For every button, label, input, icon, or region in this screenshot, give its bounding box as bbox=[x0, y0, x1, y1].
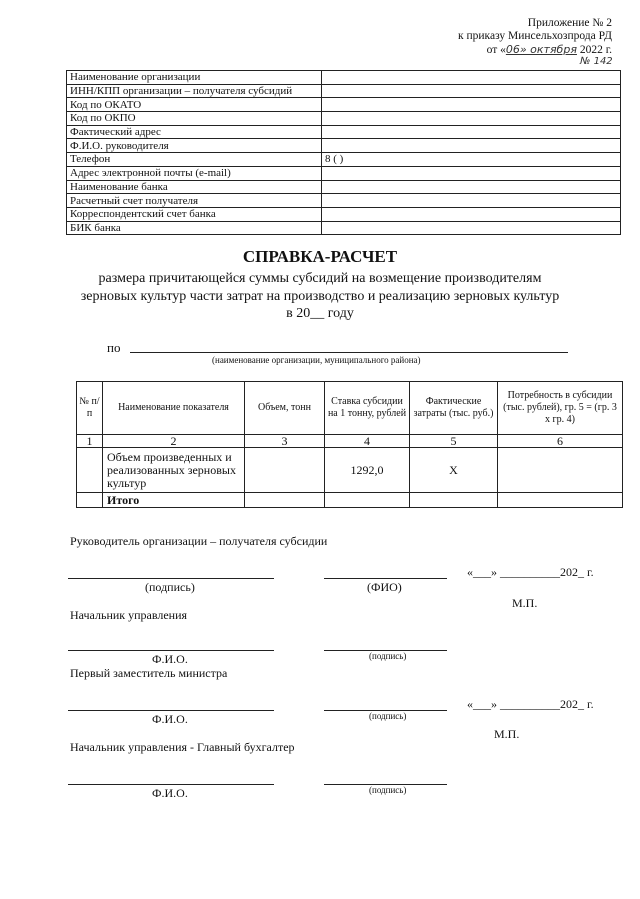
head-dept-fio: Ф.И.О. bbox=[152, 652, 188, 666]
organization-name-caption: (наименование организации, муниципального района) bbox=[212, 355, 421, 365]
info-value[interactable] bbox=[322, 207, 621, 221]
column-number: 6 bbox=[498, 435, 623, 448]
info-label: Телефон bbox=[67, 153, 322, 167]
info-label: Адрес электронной почты (e-mail) bbox=[67, 166, 322, 180]
page-title: СПРАВКА-РАСЧЕТ bbox=[242, 247, 398, 266]
total-row bbox=[77, 493, 623, 508]
head-dept-line[interactable] bbox=[68, 650, 274, 651]
signature-caption: (подпись) bbox=[145, 580, 195, 594]
info-row bbox=[67, 71, 621, 85]
info-value[interactable] bbox=[322, 71, 621, 85]
subtitle-line-3: в 20__ году bbox=[286, 306, 354, 321]
header-cell: Наименование показателя bbox=[103, 382, 245, 435]
info-row bbox=[67, 221, 621, 235]
appendix-number: Приложение № 2 bbox=[527, 17, 612, 29]
info-label: ИНН/КПП организации – получателя субсидий bbox=[67, 84, 322, 98]
chief-accountant-label: Начальник управления - Главный бухгалтер bbox=[70, 740, 295, 754]
head-org-fio-line[interactable] bbox=[324, 578, 447, 579]
head-org-label: Руководитель организации – получателя субсидии bbox=[70, 534, 328, 548]
info-value[interactable] bbox=[322, 125, 621, 139]
info-value[interactable] bbox=[322, 84, 621, 98]
info-row bbox=[67, 84, 621, 98]
total-number-cell bbox=[77, 493, 103, 508]
header-cell: Объем, тонн bbox=[245, 382, 325, 435]
info-row bbox=[67, 166, 621, 180]
info-row bbox=[67, 112, 621, 126]
info-value[interactable] bbox=[322, 194, 621, 208]
chief-accountant-line[interactable] bbox=[68, 784, 274, 785]
info-row bbox=[67, 207, 621, 221]
need-cell[interactable] bbox=[498, 448, 623, 493]
row-number-cell[interactable] bbox=[77, 448, 103, 493]
appendix-header bbox=[458, 17, 612, 57]
info-value[interactable] bbox=[322, 180, 621, 194]
info-label: Корреспондентский счет банка bbox=[67, 207, 322, 221]
info-label: Наименование банка bbox=[67, 180, 322, 194]
info-value[interactable] bbox=[322, 221, 621, 235]
total-rate-cell[interactable] bbox=[325, 493, 410, 508]
info-value[interactable]: 8 ( ) bbox=[322, 153, 621, 167]
total-label-cell: Итого bbox=[103, 493, 245, 508]
info-value[interactable] bbox=[322, 112, 621, 126]
total-volume-cell[interactable] bbox=[245, 493, 325, 508]
indicator-name-cell: Объем произведенных и реализованных зерновых культур bbox=[103, 448, 245, 493]
po-label: по bbox=[107, 340, 121, 355]
column-number: 5 bbox=[410, 435, 498, 448]
first-deputy-label: Первый заместитель министра bbox=[70, 666, 228, 680]
volume-cell[interactable] bbox=[245, 448, 325, 493]
stamp-place-1: М.П. bbox=[512, 596, 538, 610]
rate-cell: 1292,0 bbox=[325, 448, 410, 493]
order-reference: к приказу Минсельхозпрода РД bbox=[458, 30, 612, 42]
info-row bbox=[67, 153, 621, 167]
info-label: Ф.И.О. руководителя bbox=[67, 139, 322, 153]
info-label: БИК банка bbox=[67, 221, 322, 235]
header-cell: Фактические затраты (тыс. руб.) bbox=[410, 382, 498, 435]
head-dept-label: Начальник управления bbox=[70, 608, 188, 622]
head-org-signature-line[interactable] bbox=[68, 578, 274, 579]
info-row bbox=[67, 139, 621, 153]
info-row bbox=[67, 180, 621, 194]
first-deputy-date[interactable]: «___» __________202_ г. bbox=[467, 697, 594, 711]
info-label: Наименование организации bbox=[67, 71, 322, 85]
table-header-row bbox=[77, 382, 623, 435]
info-label: Код по ОКПО bbox=[67, 112, 322, 126]
info-row bbox=[67, 125, 621, 139]
handwritten-order-number: № 142 bbox=[580, 56, 613, 67]
header-cell: № п/п bbox=[77, 382, 103, 435]
info-label: Расчетный счет получателя bbox=[67, 194, 322, 208]
subtitle-line-1: размера причитающейся суммы субсидий на возмещение производителям bbox=[98, 271, 542, 286]
info-value[interactable] bbox=[322, 139, 621, 153]
order-date: от «06» октября 2022 г. bbox=[486, 43, 612, 56]
column-number: 2 bbox=[103, 435, 245, 448]
info-value[interactable] bbox=[322, 98, 621, 112]
first-deputy-fio: Ф.И.О. bbox=[152, 712, 188, 726]
column-number: 3 bbox=[245, 435, 325, 448]
stamp-place-2: М.П. bbox=[494, 727, 520, 741]
header-cell: Ставка субсидии на 1 тонну, рублей bbox=[325, 382, 410, 435]
info-label: Фактический адрес bbox=[67, 125, 322, 139]
info-row bbox=[67, 98, 621, 112]
table-row bbox=[77, 448, 623, 493]
subtitle-line-2: зерновых культур части затрат на производство и реализацию зерновых культур bbox=[80, 289, 560, 304]
first-deputy-line[interactable] bbox=[68, 710, 274, 711]
costs-cell: Х bbox=[410, 448, 498, 493]
info-label: Код по ОКАТО bbox=[67, 98, 322, 112]
head-dept-signature-caption: (подпись) bbox=[369, 651, 407, 661]
organization-name-line[interactable] bbox=[130, 352, 568, 353]
column-number-row bbox=[77, 435, 623, 448]
info-value[interactable] bbox=[322, 166, 621, 180]
handwritten-date: 06» октября bbox=[505, 43, 577, 56]
calculation-table bbox=[76, 381, 623, 508]
column-number: 1 bbox=[77, 435, 103, 448]
head-org-date[interactable]: «___» __________202_ г. bbox=[467, 565, 594, 579]
organization-info-table bbox=[66, 70, 621, 235]
total-need-cell[interactable] bbox=[498, 493, 623, 508]
fio-caption: (ФИО) bbox=[367, 580, 402, 594]
info-row bbox=[67, 194, 621, 208]
header-cell: Потребность в субсидии (тыс. рублей), гр. 5 = (гр. 3 х гр. 4) bbox=[498, 382, 623, 435]
column-number: 4 bbox=[325, 435, 410, 448]
chief-accountant-fio: Ф.И.О. bbox=[152, 786, 188, 800]
total-costs-cell[interactable] bbox=[410, 493, 498, 508]
first-deputy-signature-caption: (подпись) bbox=[369, 711, 407, 721]
chief-accountant-signature-caption: (подпись) bbox=[369, 785, 407, 795]
